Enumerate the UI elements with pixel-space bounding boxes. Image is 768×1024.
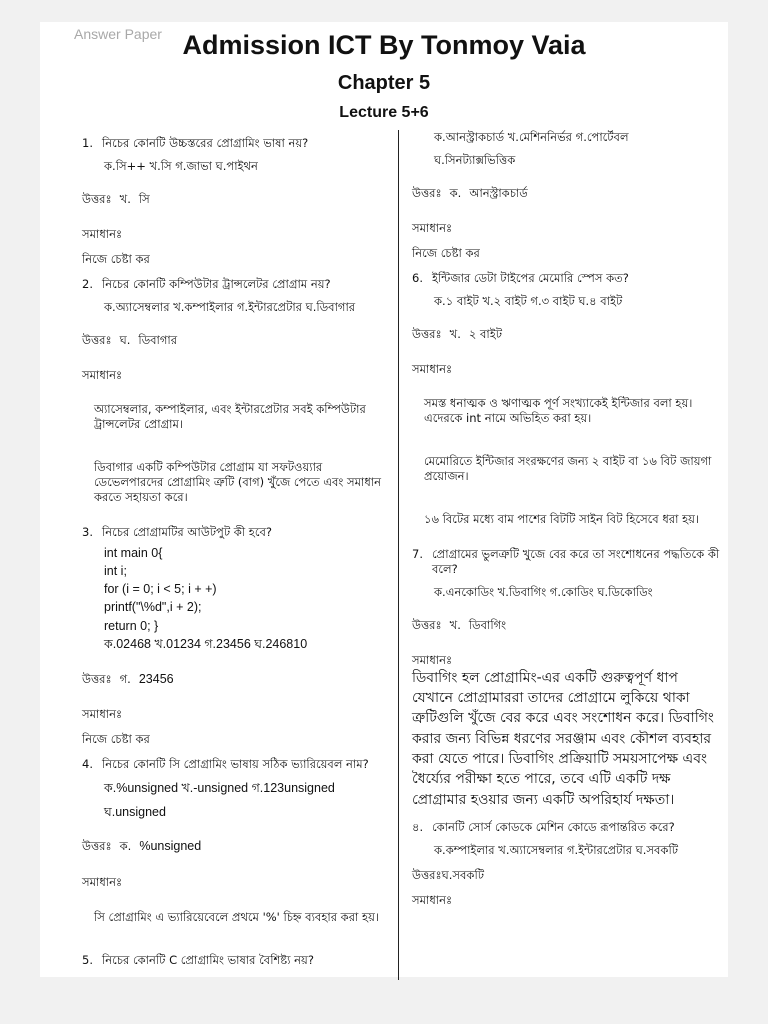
chapter-heading: Chapter 5 (337, 72, 431, 94)
question-number: 5. (82, 952, 93, 967)
answer-value: আনস্ট্রাকচার্ড (469, 185, 528, 200)
answer-value: সবকটি (452, 867, 485, 882)
watermark-text: Answer Paper (74, 26, 162, 42)
question-text: নিচের কোনটি সি প্রোগ্রামিং ভাষায় সঠিক ভ্যারিয়েবল নাম? (102, 756, 369, 771)
answer-label: উত্তরঃ (412, 867, 442, 882)
answer-value: ২ বাইট (468, 326, 502, 341)
page-title: Admission ICT By Tonmoy Vaia (182, 30, 586, 60)
solution-text: নিজে চেষ্টা কর (82, 251, 150, 266)
question-text: ইন্টিজার ডেটা টাইপের মেমোরি স্পেস কত? (432, 270, 629, 285)
answer-line (82, 192, 388, 207)
answer-key: খ. (119, 191, 131, 206)
answer-line (412, 327, 722, 342)
solution-label: সমাধানঃ (82, 226, 123, 241)
question-options: ঘ.unsigned (104, 805, 166, 820)
question-7 (412, 547, 722, 810)
answer-label: উত্তরঃ (412, 326, 442, 341)
solution-label: সমাধানঃ (412, 361, 453, 376)
code-block (82, 544, 388, 653)
answer-line (82, 838, 388, 854)
question-text: কোনটি সোর্স কোডকে মেশিন কোডে রূপান্তরিত করে? (432, 819, 675, 834)
answer-line (82, 671, 388, 687)
explanation-paragraph: সি প্রোগ্রামিং এ ভ্যারিয়েবেলে প্রথমে '%' চিহ্ন ব্যবহার করা হয়। (94, 909, 379, 924)
question-text: প্রোগ্রামের ভুলত্রুটি খুজে বের করে তা সংশোধনের পদ্ধতিকে কী বলে? (432, 547, 720, 577)
answer-key: ক. (119, 839, 132, 854)
answer-label: উত্তরঃ (82, 191, 112, 206)
answer-value: %unsigned (139, 839, 202, 854)
solution-text: নিজে চেষ্টা কর (412, 245, 480, 260)
answer-label: উত্তরঃ (82, 839, 112, 854)
code-line: return 0; } (104, 618, 159, 633)
solution-label: সমাধানঃ (412, 652, 453, 667)
solution-text: নিজে চেষ্টা কর (82, 732, 150, 746)
explanation-paragraph: ১৬ বিটের মধ্যে বাম পাশের বিটটি সাইন বিট হিসেবে ধরা হয়। (424, 512, 700, 527)
code-line: int i; (104, 564, 127, 579)
explanation-paragraph: অ্যাসেম্বলার, কম্পাইলার, এবং ইন্টারপ্রেটার সবই কম্পিউটার ট্রান্সলেটর প্রোগ্রাম। (94, 402, 366, 432)
question-options: ক.আনস্ট্রাকচার্ড খ.মেশিননির্ভর গ.পোর্টেবল (434, 130, 629, 144)
lecture-heading: Lecture 5+6 (339, 104, 429, 121)
column-divider (398, 130, 399, 980)
solution-label: সমাধানঃ (82, 707, 123, 722)
solution-label: সমাধানঃ (412, 220, 453, 235)
question-options: ক.কম্পাইলার খ.অ্যাসেম্বলার গ.ইন্টারপ্রেটার ঘ.সবকটি (434, 842, 679, 857)
question-6 (412, 271, 722, 527)
left-column (82, 136, 388, 967)
question-number: 3. (82, 525, 93, 540)
answer-key: ঘ. (441, 867, 453, 882)
question-2 (82, 277, 388, 505)
question-number: ৪. (412, 819, 424, 834)
answer-key: খ. (449, 326, 461, 341)
question-3 (82, 525, 388, 747)
question-text: নিচের প্রোগ্রামটির আউটপুট কী হবে? (102, 525, 272, 540)
question-text: নিচের কোনটি কম্পিউটার ট্রান্সলেটর প্রোগ্রাম নয়? (102, 276, 331, 291)
question-options: ঘ.সিনট্যাক্সভিত্তিক (434, 152, 516, 167)
solution-label: সমাধানঃ (82, 367, 123, 382)
question-text: নিচের কোনটি C প্রোগ্রামিং ভাষার বৈশিষ্ট্য নয়? (102, 952, 314, 967)
question-number: 6. (412, 270, 423, 285)
answer-key: গ. (119, 671, 131, 686)
question-1 (82, 136, 388, 267)
answer-line (412, 618, 722, 633)
question-5 (82, 953, 388, 968)
answer-key: ঘ. (119, 332, 131, 347)
question-number: 4. (82, 756, 93, 771)
answer-line (412, 868, 722, 883)
answer-key: খ. (449, 617, 461, 632)
code-line: printf("\%d",i + 2); (104, 600, 202, 615)
answer-line (82, 333, 388, 348)
question-8 (412, 820, 722, 908)
answer-label: উত্তরঃ (82, 671, 112, 686)
answer-value: 23456 (138, 671, 174, 686)
explanation-paragraph: মেমোরিতে ইন্টিজার সংরক্ষণের জন্য ২ বাইট বা ১৬ বিট জায়গা প্রয়োজন। (424, 454, 712, 484)
question-options: ক.02468 খ.01234 গ.23456 ঘ.246810 (104, 636, 308, 651)
question-options: ক.সি++ খ.সি গ.জাভা ঘ.পাইথন (104, 158, 258, 173)
question-5-continued (412, 130, 722, 261)
question-text: নিচের কোনটি উচ্চস্তরের প্রোগ্রামিং ভাষা নয়? (102, 136, 309, 150)
solution-label: সমাধানঃ (82, 874, 123, 889)
explanation-paragraph: ডিবাগার একটি কম্পিউটার প্রোগ্রাম যা সফটওয়্যার ডেভেলপারদের প্রোগ্রামিং ত্রুটি (বাগ) খুঁজে পেতে এবং সমাধান করতে সহায়তা করে। (94, 460, 381, 505)
question-number: 2. (82, 276, 93, 291)
answer-label: উত্তরঃ (412, 185, 442, 200)
question-number: 7. (412, 547, 423, 562)
answer-label: উত্তরঃ (412, 617, 442, 632)
explanation-paragraph: ডিবাগিং হল প্রোগ্রামিং-এর একটি গুরুত্বপূর্ণ ধাপ যেখানে প্রোগ্রামাররা তাদের প্রোগ্রামে লুকিয়ে থাকা ত্রুটিগুলি খুঁজে বের করে এবং সংশোধন করে। ডিবাগিং করার জন্য বিভিন্ন ধরণের সরঞ্জাম এবং কৌশল ব্যবহার করা যেতে পারে। ডিবাগিং প্রক্রিয়াটি সময়সাপেক্ষ এবং ধৈর্য্যের পরীক্ষা হতে পারে, তবে এটি একটি দক্ষ প্রোগ্রামার হওয়ার জন্য একটি অপরিহার্য দক্ষতা। (412, 669, 714, 808)
question-number: 1. (82, 136, 93, 150)
question-options: ক.%unsigned খ.-unsigned গ.123unsigned (104, 780, 335, 795)
answer-value: ডিবাগার (138, 332, 178, 347)
explanation-paragraph: সমস্ত ধনাত্মক ও ঋণাত্মক পূর্ণ সংখ্যাকেই ইন্টিজার বলা হয়। এদেরকে int নামে অভিহিত করা হয়। (424, 396, 693, 426)
code-line: for (i = 0; i < 5; i + +) (104, 582, 217, 597)
question-4 (82, 757, 388, 925)
code-line: int main 0{ (104, 546, 163, 561)
solution-label: সমাধানঃ (412, 892, 453, 907)
question-options: ক.১ বাইট খ.২ বাইট গ.৩ বাইট ঘ.৪ বাইট (434, 293, 623, 308)
answer-line (412, 186, 722, 201)
question-options: ক.এনকোডিং খ.ডিবাগিং গ.কোডিং ঘ.ডিকোডিং (434, 585, 653, 599)
answer-value: সি (138, 191, 150, 206)
answer-label: উত্তরঃ (82, 332, 112, 347)
answer-value: ডিবাগিং (468, 617, 507, 632)
question-options: ক.অ্যাসেম্বলার খ.কম্পাইলার গ.ইন্টারপ্রেটার ঘ.ডিবাগার (104, 299, 356, 314)
right-column (412, 130, 722, 908)
answer-key: ক. (449, 185, 462, 200)
